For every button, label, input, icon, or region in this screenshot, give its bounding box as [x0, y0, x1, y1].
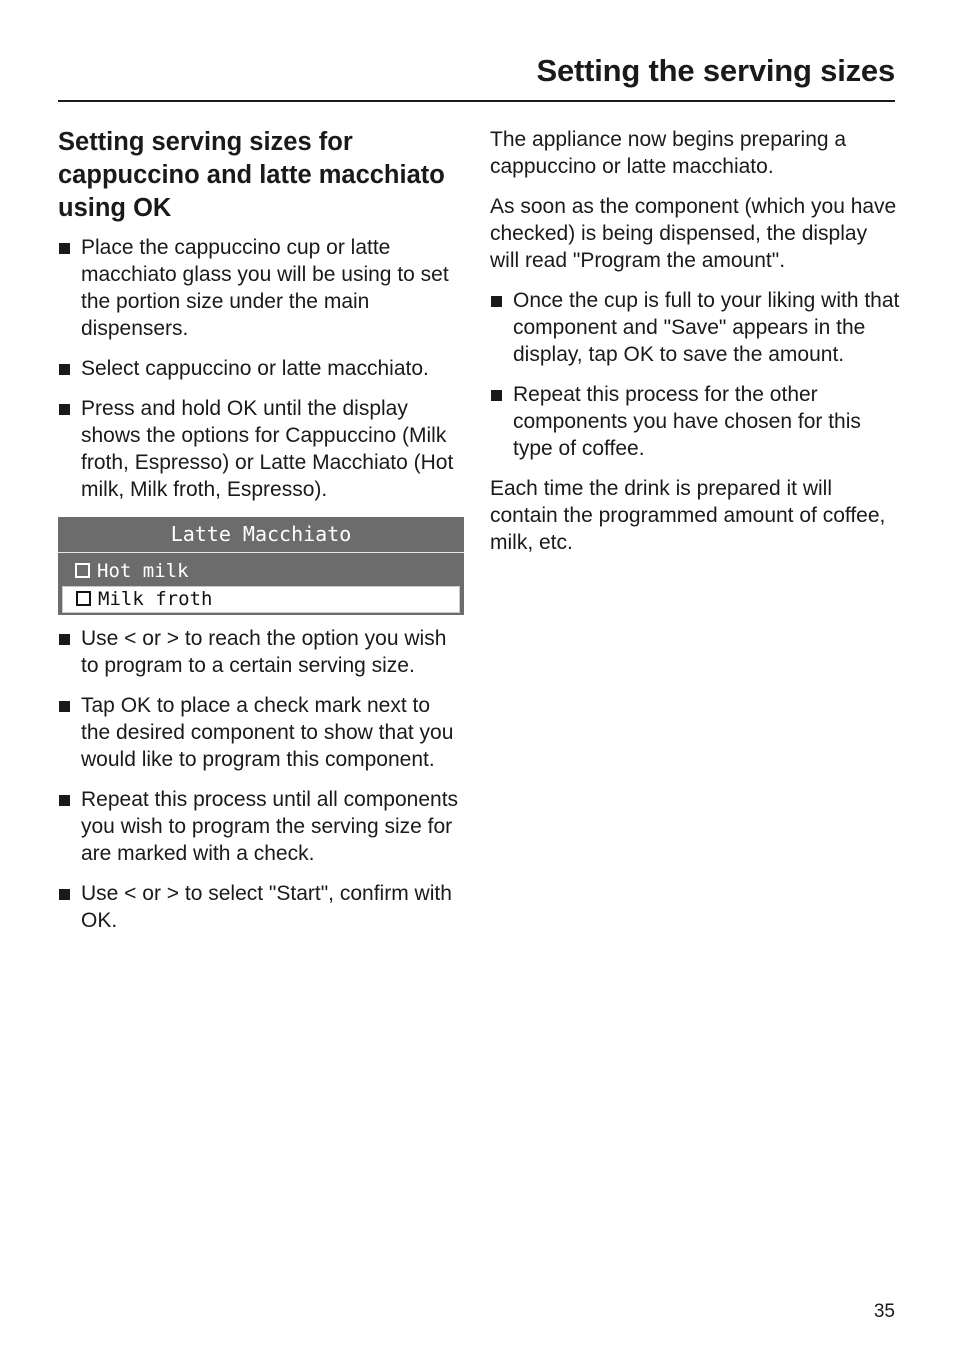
square-bullet-icon — [59, 404, 70, 415]
step-text: Repeat this process until all components you wish to program the serving size for are marked with a check. — [81, 788, 459, 865]
step-item — [58, 625, 464, 679]
section-heading: Setting serving sizes for cappuccino and latte macchiato using OK — [58, 128, 445, 222]
display-option-label: Milk froth — [98, 588, 213, 610]
display-option-label: Hot milk — [97, 560, 189, 582]
square-bullet-icon — [59, 364, 70, 375]
steps-list-right — [490, 287, 900, 462]
display-option-hot-milk — [62, 559, 460, 584]
step-text: Place the cappuccino cup or latte macchiato glass you will be using to set the portion size under the main dispensers. — [81, 236, 449, 340]
step-item — [58, 395, 464, 503]
checkbox-icon — [76, 591, 91, 606]
body-paragraph: As soon as the component (which you have checked) is being dispensed, the display will read "Program the amount". — [490, 195, 897, 272]
step-text: Once the cup is full to your liking with that component and "Save" appears in the display, tap OK to save the amount. — [513, 289, 900, 366]
step-item — [58, 692, 464, 773]
step-text: Use < or > to select "Start", confirm with OK. — [81, 882, 452, 932]
step-item — [490, 287, 900, 368]
square-bullet-icon — [491, 390, 502, 401]
square-bullet-icon — [59, 634, 70, 645]
square-bullet-icon — [59, 243, 70, 254]
square-bullet-icon — [59, 795, 70, 806]
step-item — [58, 234, 464, 342]
display-title: Latte Macchiato — [58, 517, 464, 553]
steps-list-before-display — [58, 234, 464, 503]
step-item — [490, 381, 900, 462]
square-bullet-icon — [491, 296, 502, 307]
display-screen-illustration — [58, 517, 464, 615]
step-text: Tap OK to place a check mark next to the desired component to show that you would like to program this component. — [81, 694, 454, 771]
square-bullet-icon — [59, 889, 70, 900]
step-text: Select cappuccino or latte macchiato. — [81, 357, 429, 380]
page-header — [58, 48, 895, 102]
step-item — [58, 355, 464, 382]
display-option-milk-froth — [62, 586, 460, 613]
steps-list-after-display — [58, 625, 464, 934]
left-column — [58, 126, 464, 947]
page-title: Setting the serving sizes — [536, 53, 895, 88]
step-text: Press and hold OK until the display shows the options for Cappuccino (Milk froth, Espresso) or Latte Macchiato (Hot milk, Milk froth, Espresso). — [81, 397, 454, 501]
checkbox-icon — [75, 563, 90, 578]
closing-paragraph: Each time the drink is prepared it will contain the programmed amount of coffee, milk, etc. — [490, 477, 886, 554]
step-item — [58, 880, 464, 934]
square-bullet-icon — [59, 701, 70, 712]
step-item — [58, 786, 464, 867]
step-text: Repeat this process for the other components you have chosen for this type of coffee. — [513, 383, 861, 460]
body-paragraph: The appliance now begins preparing a cappuccino or latte macchiato. — [490, 128, 847, 178]
page-number: 35 — [873, 1301, 895, 1322]
step-text: Use < or > to reach the option you wish to program to a certain serving size. — [81, 627, 447, 677]
right-column — [490, 126, 900, 569]
